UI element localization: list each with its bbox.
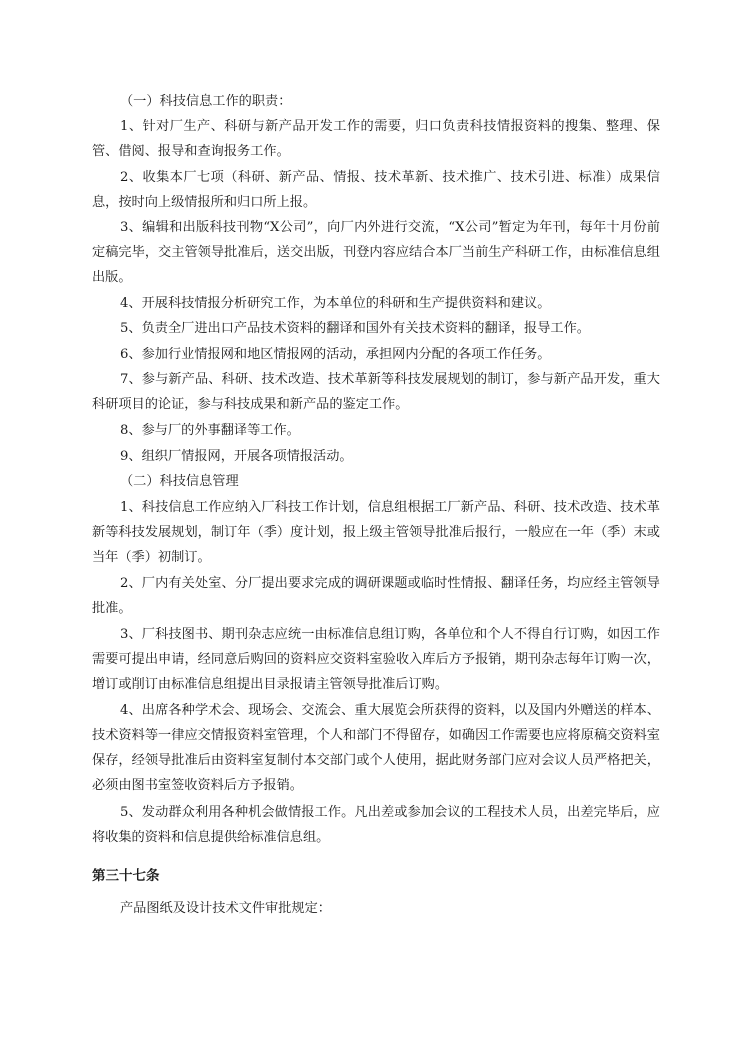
article-title: 第三十七条 [92,868,160,884]
section1-item-2: 2、收集本厂七项（科研、新产品、情报、技术革新、技术推广、技术引进、标准）成果信息，按时向上级情报所和归口所上报。 [92,170,660,210]
section2-item-2: 2、厂内有关处室、分厂提出要求完成的调研课题或临时性情报、翻译任务，均应经主管领导批准。 [92,576,660,616]
section2-heading: （二）科技信息管理 [120,474,239,489]
section1-item-9: 9、组织厂情报网，开展各项情报活动。 [120,449,353,464]
section1-heading: （一）科技信息工作的职责： [120,94,292,109]
section1-item-4: 4、开展科技情报分析研究工作，为本单位的科研和生产提供资料和建议。 [120,296,551,311]
section2-item-3: 3、厂科技图书、期刊杂志应统一由标准信息组订购，各单位和个人不得自行订购，如因工作需要可提出申请，经同意后购回的资料应交资料室验收入库后方予报销，期刊杂志每年订购一次，增订或削订由标准信息组提出目录报请主管领导批准后订购。 [92,627,660,692]
section2-item-5: 5、发动群众利用各种机会做情报工作。凡出差或参加会议的工程技术人员，出差完毕后，应将收集的资料和信息提供给标准信息组。 [92,805,660,845]
section1-item-8: 8、参与厂的外事翻译等工作。 [120,423,300,438]
article-body: 产品图纸及设计技术文件审批规定： [120,901,331,916]
section1-item-6: 6、参加行业情报网和地区情报网的活动，承担网内分配的各项工作任务。 [120,347,551,362]
section1-item-1: 1、针对厂生产、科研与新产品开发工作的需要，归口负责科技情报资料的搜集、整理、保管、借阅、报导和查询报务工作。 [92,119,660,159]
section1-item-3: 3、编辑和出版科技刊物“X公司”，向厂内外进行交流，“X公司”暂定为年刊，每年十月份前定稿完毕，交主管领导批准后，送交出版，刊登内容应结合本厂当前生产科研工作，由标准信息组出版。 [92,220,660,285]
section2-item-4: 4、出席各种学术会、现场会、交流会、重大展览会所获得的资料，以及国内外赠送的样本、技术资料等一律应交情报资料室管理，个人和部门不得留存，如确因工作需要也应将原稿交资料室保存，经领导批准后由资料室复制付本交部门或个人使用，据此财务部门应对会议人员严格把关，必须由图书室签收资料后方予报销。 [92,703,660,793]
section1-item-5: 5、负责全厂进出口产品技术资料的翻译和国外有关技术资料的翻译，报导工作。 [120,321,590,336]
section2-item-1: 1、科技信息工作应纳入厂科技工作计划，信息组根据工厂新产品、科研、技术改造、技术革新等科技发展规划，制订年（季）度计划，报上级主管领导批准后报行，一般应在一年（季）末或当年（季）初制订。 [92,500,660,565]
section1-item-7: 7、参与新产品、科研、技术改造、技术革新等科技发展规划的制订，参与新产品开发，重大科研项目的论证，参与科技成果和新产品的鉴定工作。 [92,372,660,412]
